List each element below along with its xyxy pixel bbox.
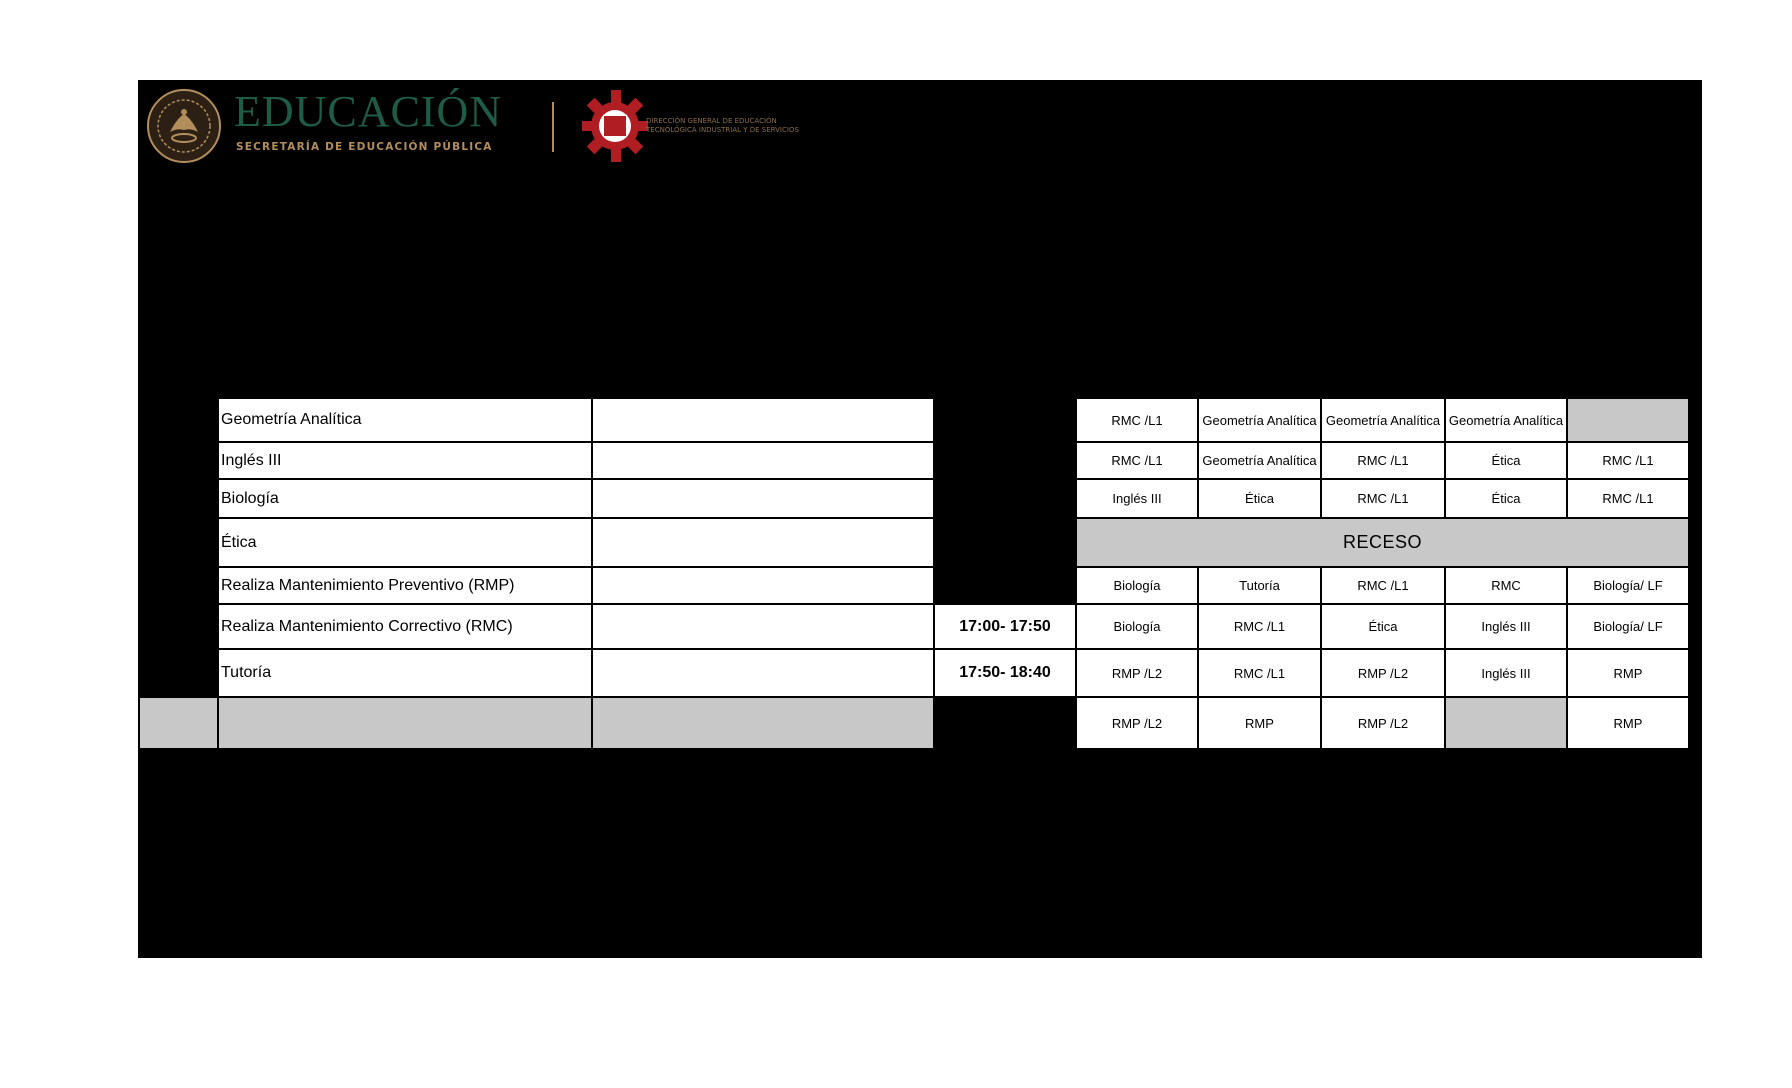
subject-name: Geometría Analítica [218, 398, 592, 442]
schedule-cell: RMC /L1 [1198, 649, 1321, 697]
schedule-cell: Geometría Analítica [1321, 398, 1445, 442]
subject-name: Ética [218, 518, 592, 567]
sep-subtitle: SECRETARÍA DE EDUCACIÓN PÚBLICA [236, 141, 493, 153]
schedule-cell: Ética [1198, 479, 1321, 518]
schedule-cell: Ética [1445, 442, 1567, 479]
schedule-cell: RMC /L1 [1567, 479, 1689, 518]
subject-name: Biología [218, 479, 592, 518]
schedule-cell: Biología [1076, 604, 1198, 649]
empty-cell [139, 697, 218, 749]
schedule-cell: RMP /L2 [1321, 697, 1445, 749]
national-seal-icon [145, 88, 223, 164]
time-slot: 17:50- 18:40 [934, 649, 1076, 697]
sep-wordmark: EDUCACIÓN [234, 87, 503, 136]
schedule-cell: RMC [1445, 567, 1567, 604]
schedule-cell: Biología/ LF [1567, 604, 1689, 649]
dgeti-name-line2: TECNOLÓGICA INDUSTRIAL Y DE SERVICIOS [646, 125, 799, 134]
subject-name: Realiza Mantenimiento Correctivo (RMC) [218, 604, 592, 649]
subject-teacher-cell [592, 567, 934, 604]
schedule-cell: RMP /L2 [1076, 697, 1198, 749]
schedule-cell: Geometría Analítica [1198, 442, 1321, 479]
schedule-cell: RMP /L2 [1076, 649, 1198, 697]
empty-cell [592, 697, 934, 749]
recess-band: RECESO [1076, 518, 1689, 567]
time-slot: 17:00- 17:50 [934, 604, 1076, 649]
schedule-cell: RMC /L1 [1076, 442, 1198, 479]
subject-name: Realiza Mantenimiento Preventivo (RMP) [218, 567, 592, 604]
subject-teacher-cell [592, 398, 934, 442]
schedule-cell: Ética [1321, 604, 1445, 649]
subject-teacher-cell [592, 604, 934, 649]
subject-teacher-cell [592, 518, 934, 567]
schedule-cell: Inglés III [1076, 479, 1198, 518]
subject-teacher-cell [592, 649, 934, 697]
schedule-cell: Tutoría [1198, 567, 1321, 604]
subject-teacher-cell [592, 442, 934, 479]
empty-cell [218, 697, 592, 749]
empty-cell [1567, 398, 1689, 442]
subject-name: Tutoría [218, 649, 592, 697]
schedule-cell: RMP /L2 [1321, 649, 1445, 697]
schedule-cell: RMP [1198, 697, 1321, 749]
schedule-cell: RMP [1567, 697, 1689, 749]
dgeti-name-line1: DIRECCIÓN GENERAL DE EDUCACIÓN [646, 117, 777, 125]
dgeti-gear-icon [582, 90, 648, 162]
schedule-cell: RMC /L1 [1321, 567, 1445, 604]
schedule-cell: RMP [1567, 649, 1689, 697]
schedule-cell: Biología/ LF [1567, 567, 1689, 604]
schedule-cell: RMC /L1 [1198, 604, 1321, 649]
schedule-cell: RMC /L1 [1076, 398, 1198, 442]
schedule-cell: Geometría Analítica [1198, 398, 1321, 442]
logo-divider [552, 102, 554, 152]
schedule-cell: Geometría Analítica [1445, 398, 1567, 442]
dgeti-name [646, 117, 799, 134]
schedule-cell: Biología [1076, 567, 1198, 604]
schedule-cell: Ética [1445, 479, 1567, 518]
empty-cell [1445, 697, 1567, 749]
subject-teacher-cell [592, 479, 934, 518]
schedule-cell: RMC /L1 [1567, 442, 1689, 479]
schedule-cell: Inglés III [1445, 649, 1567, 697]
subject-name: Inglés III [218, 442, 592, 479]
schedule-cell: RMC /L1 [1321, 442, 1445, 479]
schedule-cell: Inglés III [1445, 604, 1567, 649]
schedule-cell: RMC /L1 [1321, 479, 1445, 518]
